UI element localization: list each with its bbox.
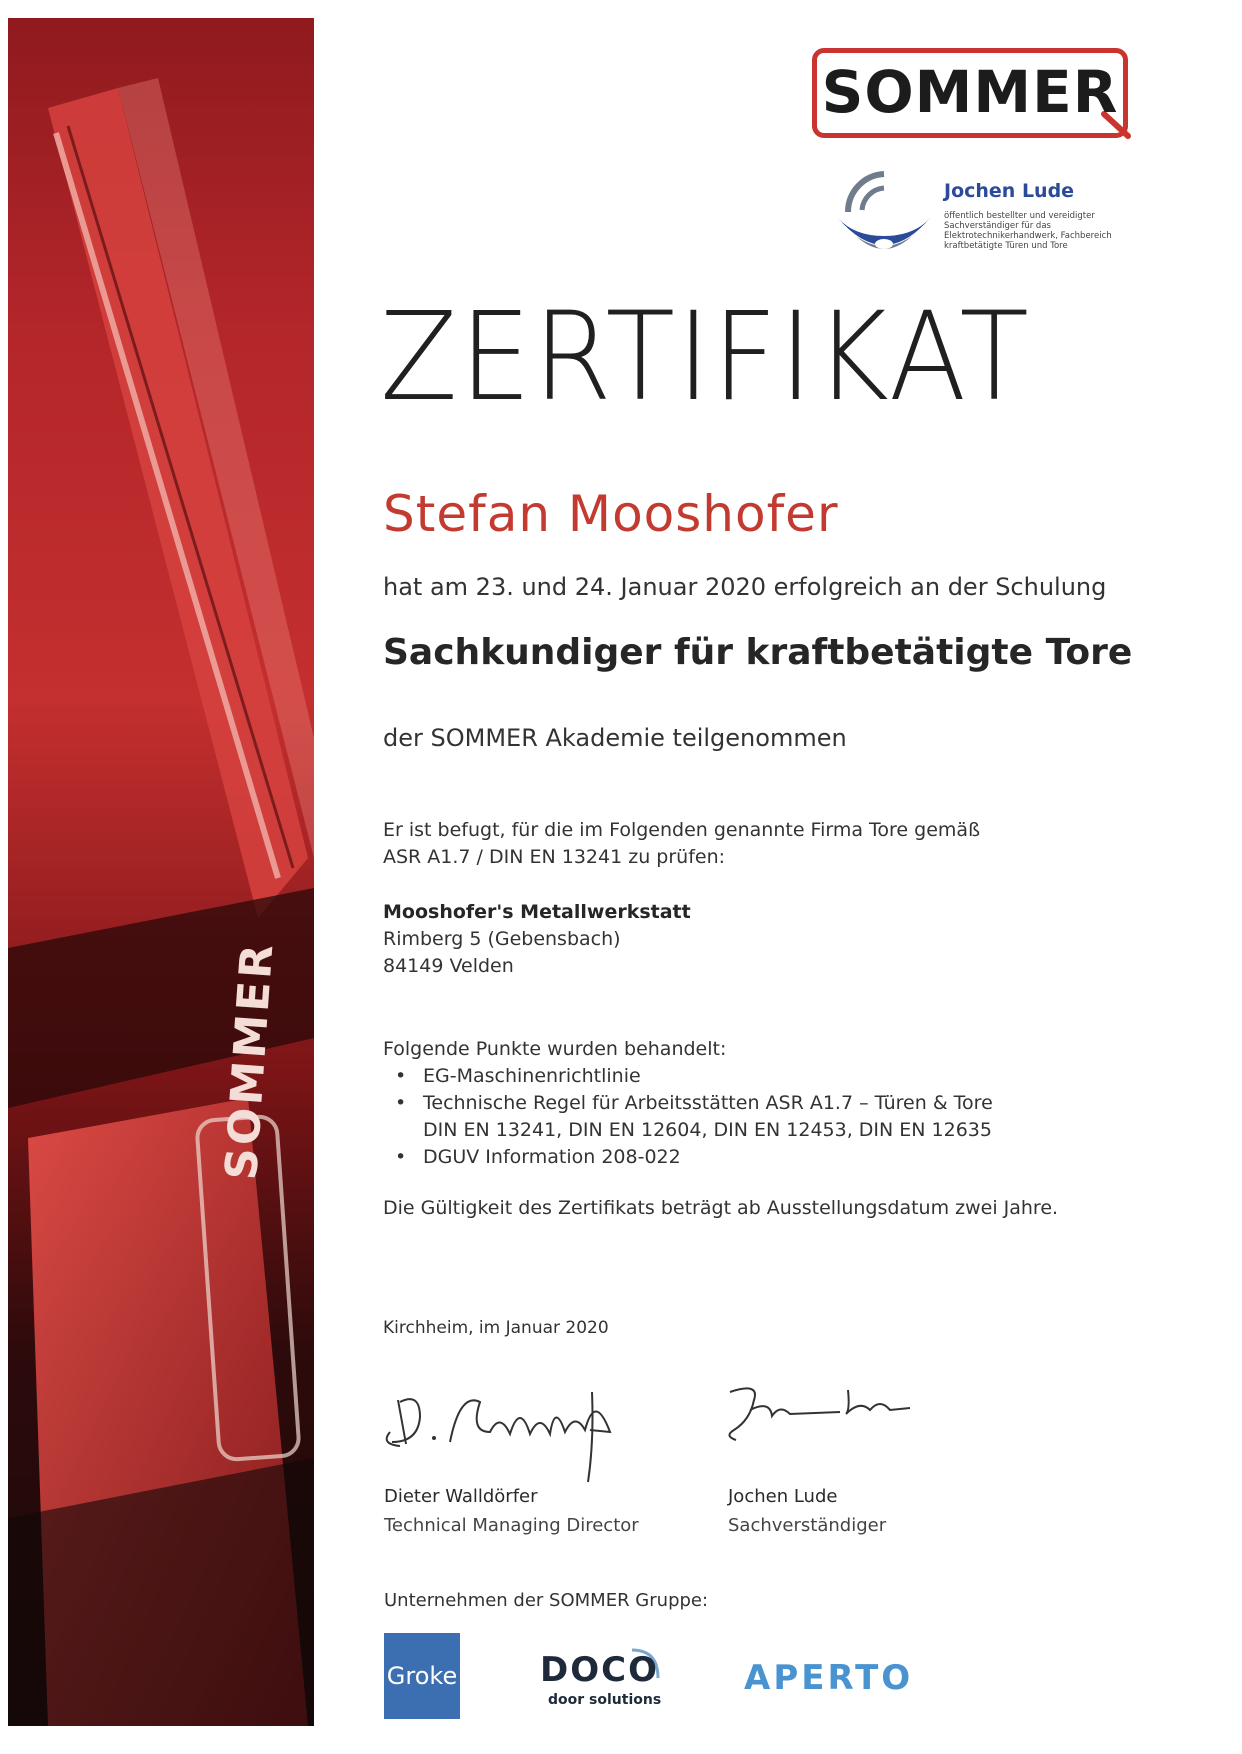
certificate-title: ZERTIFIKAT (380, 286, 1031, 428)
signer-2-name: Jochen Lude (728, 1486, 838, 1507)
authorization-line-2: ASR A1.7 / DIN EN 13241 zu prüfen: (383, 846, 726, 868)
topics-list (395, 1063, 993, 1171)
aperto-logo: APERTO (744, 1658, 914, 1698)
list-item (395, 1144, 993, 1171)
group-label: Unternehmen der SOMMER Gruppe: (384, 1590, 709, 1611)
signer-1-name: Dieter Walldörfer (384, 1486, 538, 1507)
place-date: Kirchheim, im Januar 2020 (383, 1318, 609, 1338)
expert-name: Jochen Lude (944, 180, 1075, 202)
course-title: Sachkundiger für kraftbetätigte Tore (383, 632, 1133, 673)
sommer-logo (812, 48, 1138, 146)
doco-logo (536, 1650, 666, 1714)
gate-photo-illustration (8, 18, 314, 1726)
decorative-photo-band (8, 18, 314, 1726)
signature-walldoerfer (380, 1372, 640, 1492)
signer-2-role: Sachverständiger (728, 1515, 887, 1536)
expert-logo (834, 166, 1134, 276)
list-item (395, 1090, 993, 1144)
topic-text: DGUV Information 208-022 (423, 1146, 681, 1168)
recipient-name: Stefan Mooshofer (383, 485, 839, 543)
authorization-line-1: Er ist befugt, für die im Folgenden genannte Firma Tore gemäß (383, 819, 981, 841)
academy-text: der SOMMER Akademie teilgenommen (383, 724, 847, 752)
topic-text: EG-Maschinenrichtlinie (423, 1065, 641, 1087)
company-name: Mooshofer's Metallwerkstatt (383, 901, 691, 923)
expert-eye-icon (834, 166, 934, 266)
company-city: 84149 Velden (383, 955, 514, 977)
list-item (395, 1063, 993, 1090)
topic-text: Technische Regel für Arbeitsstätten ASR A1.7 – Türen & Tore (423, 1092, 993, 1114)
band-logo-text: SOMMER (216, 939, 284, 1182)
doco-wordmark: DOCO (540, 1650, 659, 1690)
signature-lude (720, 1380, 920, 1460)
signer-1-role: Technical Managing Director (384, 1515, 639, 1536)
doco-tagline: door solutions (548, 1692, 662, 1708)
intro-text: hat am 23. und 24. Januar 2020 erfolgreich an der Schulung (383, 573, 1107, 601)
validity-text: Die Gültigkeit des Zertifikats beträgt ab Ausstellungsdatum zwei Jahre. (383, 1197, 1059, 1219)
topic-continuation: DIN EN 13241, DIN EN 12604, DIN EN 12453, DIN EN 12635 (423, 1119, 992, 1141)
company-street: Rimberg 5 (Gebensbach) (383, 928, 621, 950)
expert-description: öffentlich bestellter und vereidigter Sachverständiger für das Elektrotechnikerhandwerk, Fachbereich kraftbetätigte Türen und Tore (944, 211, 1112, 251)
sommer-logo-text: SOMMER (821, 58, 1119, 126)
groke-logo: Groke (384, 1633, 460, 1719)
topics-heading: Folgende Punkte wurden behandelt: (383, 1038, 727, 1060)
